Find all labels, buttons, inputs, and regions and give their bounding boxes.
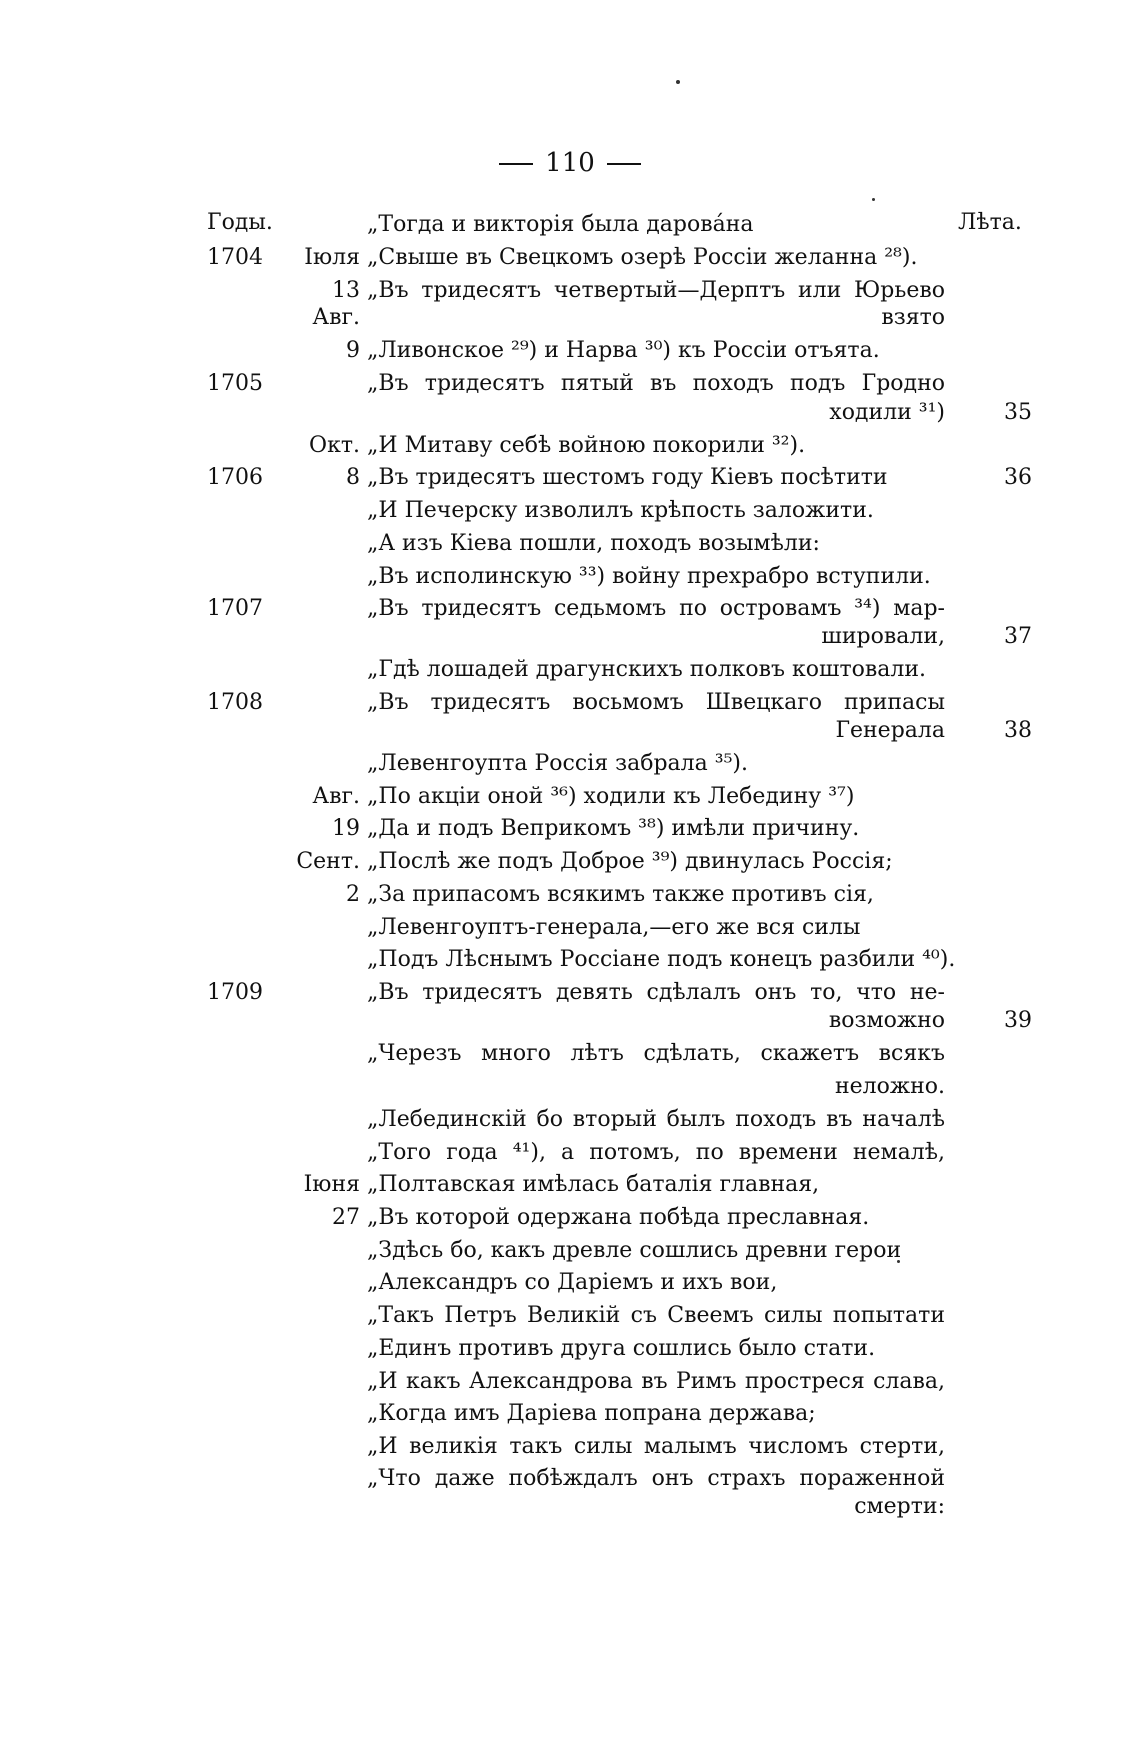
verse-row xyxy=(0,431,1140,464)
verse-row xyxy=(0,1301,1140,1334)
verse-line: „По акціи оной ³⁶) ходили къ Лебедину ³⁷) xyxy=(367,784,855,809)
verse-line: „Что даже побѣждалъ онъ страхъ пораженной xyxy=(367,1466,945,1491)
verse-row xyxy=(0,1072,1140,1105)
verse-line: „И Печерску изволилъ крѣпость заложити. xyxy=(367,498,874,523)
summer-cell: 38 xyxy=(1004,718,1032,743)
verse-line: неложно. xyxy=(834,1074,945,1099)
verse-line: „Гдѣ лошадей драгунскихъ полковъ коштовали. xyxy=(367,657,927,682)
verse-row xyxy=(0,847,1140,880)
verse-line: „И Митаву себѣ войною покорили ³²). xyxy=(367,433,806,458)
header-dash-right xyxy=(607,163,641,165)
verse-row xyxy=(0,716,1140,749)
year-cell: 1706 xyxy=(207,465,263,490)
date-cell: Іюня xyxy=(303,1172,360,1197)
verse-row xyxy=(0,529,1140,562)
verse-line: „Въ тридесятъ восьмомъ Швецкаго припасы xyxy=(367,690,945,715)
page-header xyxy=(0,148,1140,178)
summer-cell: 35 xyxy=(1004,400,1032,425)
year-cell: 1707 xyxy=(207,596,263,621)
verse-line: „Ливонское ²⁹) и Нарва ³⁰) къ Россіи отъята. xyxy=(367,338,880,363)
verse-row xyxy=(0,1138,1140,1171)
verse-line: „Когда имъ Даріева попрана держава; xyxy=(367,1401,816,1426)
verse-row xyxy=(0,243,1140,276)
verse-row xyxy=(0,1203,1140,1236)
verse-row xyxy=(0,1492,1140,1525)
verse-line: „Послѣ же подъ Доброе ³⁹) двинулась Россія; xyxy=(367,849,893,874)
year-cell: 1708 xyxy=(207,690,263,715)
verse-row xyxy=(0,1236,1140,1269)
verse-row xyxy=(0,303,1140,336)
verse-line: „Въ которой одержана побѣда преславная. xyxy=(367,1205,870,1230)
verse-line: „Того года ⁴¹), а потомъ, по времени немалѣ, xyxy=(367,1140,945,1165)
summer-cell: 36 xyxy=(1004,465,1032,490)
verse-row xyxy=(0,655,1140,688)
summer-cell: 37 xyxy=(1004,624,1032,649)
header-dash-left xyxy=(499,163,533,165)
verse-line: „Черезъ много лѣтъ сдѣлать, скажетъ всякъ xyxy=(367,1041,945,1066)
date-cell: Іюля xyxy=(304,245,360,270)
verse-row xyxy=(0,1039,1140,1072)
stray-mark xyxy=(676,80,680,84)
verse-line: „Въ тридесятъ четвертый—Дерптъ или Юрьево xyxy=(367,278,945,303)
column-header-years: Годы. xyxy=(207,210,273,235)
year-cell: 1705 xyxy=(207,371,263,396)
date-cell: 2 xyxy=(346,882,360,907)
verse-line: смерти: xyxy=(854,1494,945,1519)
verse-row xyxy=(0,463,1140,496)
date-cell: Окт. xyxy=(309,433,360,458)
verse-row xyxy=(0,1432,1140,1465)
date-cell: 27 xyxy=(332,1205,360,1230)
verse-line: „Полтавская имѣлась баталія главная, xyxy=(367,1172,820,1197)
verse-row xyxy=(0,1334,1140,1367)
verse-row xyxy=(0,496,1140,529)
verse-line: „И какъ Александрова въ Римъ простреся слава, xyxy=(367,1369,945,1394)
column-header-summers: Лѣта. xyxy=(958,210,1022,235)
verse-line: „Въ тридесятъ седьмомъ по островамъ ³⁴) мар- xyxy=(367,596,945,621)
verse-row xyxy=(0,1268,1140,1301)
verse-row xyxy=(0,749,1140,782)
verse-row xyxy=(0,814,1140,847)
date-cell: 19 xyxy=(332,816,360,841)
verse-line: „Въ тридесятъ шестомъ году Кіевъ посѣтити xyxy=(367,465,888,490)
verse-line: „Въ тридесятъ девять сдѣлалъ онъ то, что не- xyxy=(367,980,945,1005)
verse-line: „Лебединскій бо вторый былъ походъ въ началѣ xyxy=(367,1107,945,1132)
verse-line: „Свыше въ Свецкомъ озерѣ Россіи желанна ²⁸). xyxy=(367,245,918,270)
verse-row xyxy=(0,1399,1140,1432)
verse-row xyxy=(0,945,1140,978)
verse-row xyxy=(0,1170,1140,1203)
verse-line: „Въ исполинскую ³³) войну прехрабро вступили. xyxy=(367,564,931,589)
verse-row xyxy=(0,782,1140,815)
verse-line: „Въ тридесятъ пятый въ походъ подъ Гродно xyxy=(367,371,945,396)
date-cell: 8 xyxy=(346,465,360,490)
date-cell: 9 xyxy=(346,338,360,363)
verse-row xyxy=(0,210,1140,243)
verse-row xyxy=(0,1105,1140,1138)
verse-line: возможно xyxy=(828,1008,945,1033)
verse-line: „Единъ противъ друга сошлись было стати. xyxy=(367,1336,876,1361)
verse-line: взято xyxy=(881,305,945,330)
verse-line: „Тогда и викторія была дарова́на xyxy=(367,212,754,237)
verse-row xyxy=(0,398,1140,431)
verse-row xyxy=(0,880,1140,913)
verse-line: шировали, xyxy=(821,624,945,649)
verse-line: „И великія такъ силы малымъ числомъ стерти, xyxy=(367,1434,945,1459)
stray-mark xyxy=(872,198,875,201)
date-cell: Авг. xyxy=(312,305,360,330)
date-cell: 13 xyxy=(332,278,360,303)
date-cell: Авг. xyxy=(312,784,360,809)
verse-row xyxy=(0,622,1140,655)
date-cell: Сент. xyxy=(296,849,360,874)
verse-row xyxy=(0,913,1140,946)
year-cell: 1709 xyxy=(207,980,263,1005)
verse-line: „Да и подъ Веприкомъ ³⁸) имѣли причину. xyxy=(367,816,860,841)
verse-line: „Левенгоуптъ-генерала,—его же вся силы xyxy=(367,915,861,940)
verse-line: Генерала xyxy=(835,718,945,743)
verse-row xyxy=(0,1367,1140,1400)
summer-cell: 39 xyxy=(1004,1008,1032,1033)
verse-line: ходили ³¹) xyxy=(829,400,945,425)
page-number: 110 xyxy=(545,148,595,178)
verse-line: „Левенгоупта Россія забрала ³⁵). xyxy=(367,751,748,776)
verse-row xyxy=(0,562,1140,595)
verse-line: „А изъ Кіева пошли, походъ возымѣли: xyxy=(367,531,820,556)
verse-line: „Подъ Лѣснымъ Россіане подъ конецъ разбили ⁴⁰). xyxy=(367,947,956,972)
verse-row xyxy=(0,336,1140,369)
year-cell: 1704 xyxy=(207,245,263,270)
verse-line: „Здѣсь бо, какъ древле сошлись древни герои xyxy=(367,1238,902,1263)
verse-line: „Такъ Петръ Великій съ Свеемъ силы попытати xyxy=(367,1303,945,1328)
verse-row xyxy=(0,1006,1140,1039)
verse-line: „Александръ со Даріемъ и ихъ вои, xyxy=(367,1270,778,1295)
verse-line: „За припасомъ всякимъ также противъ сія, xyxy=(367,882,874,907)
